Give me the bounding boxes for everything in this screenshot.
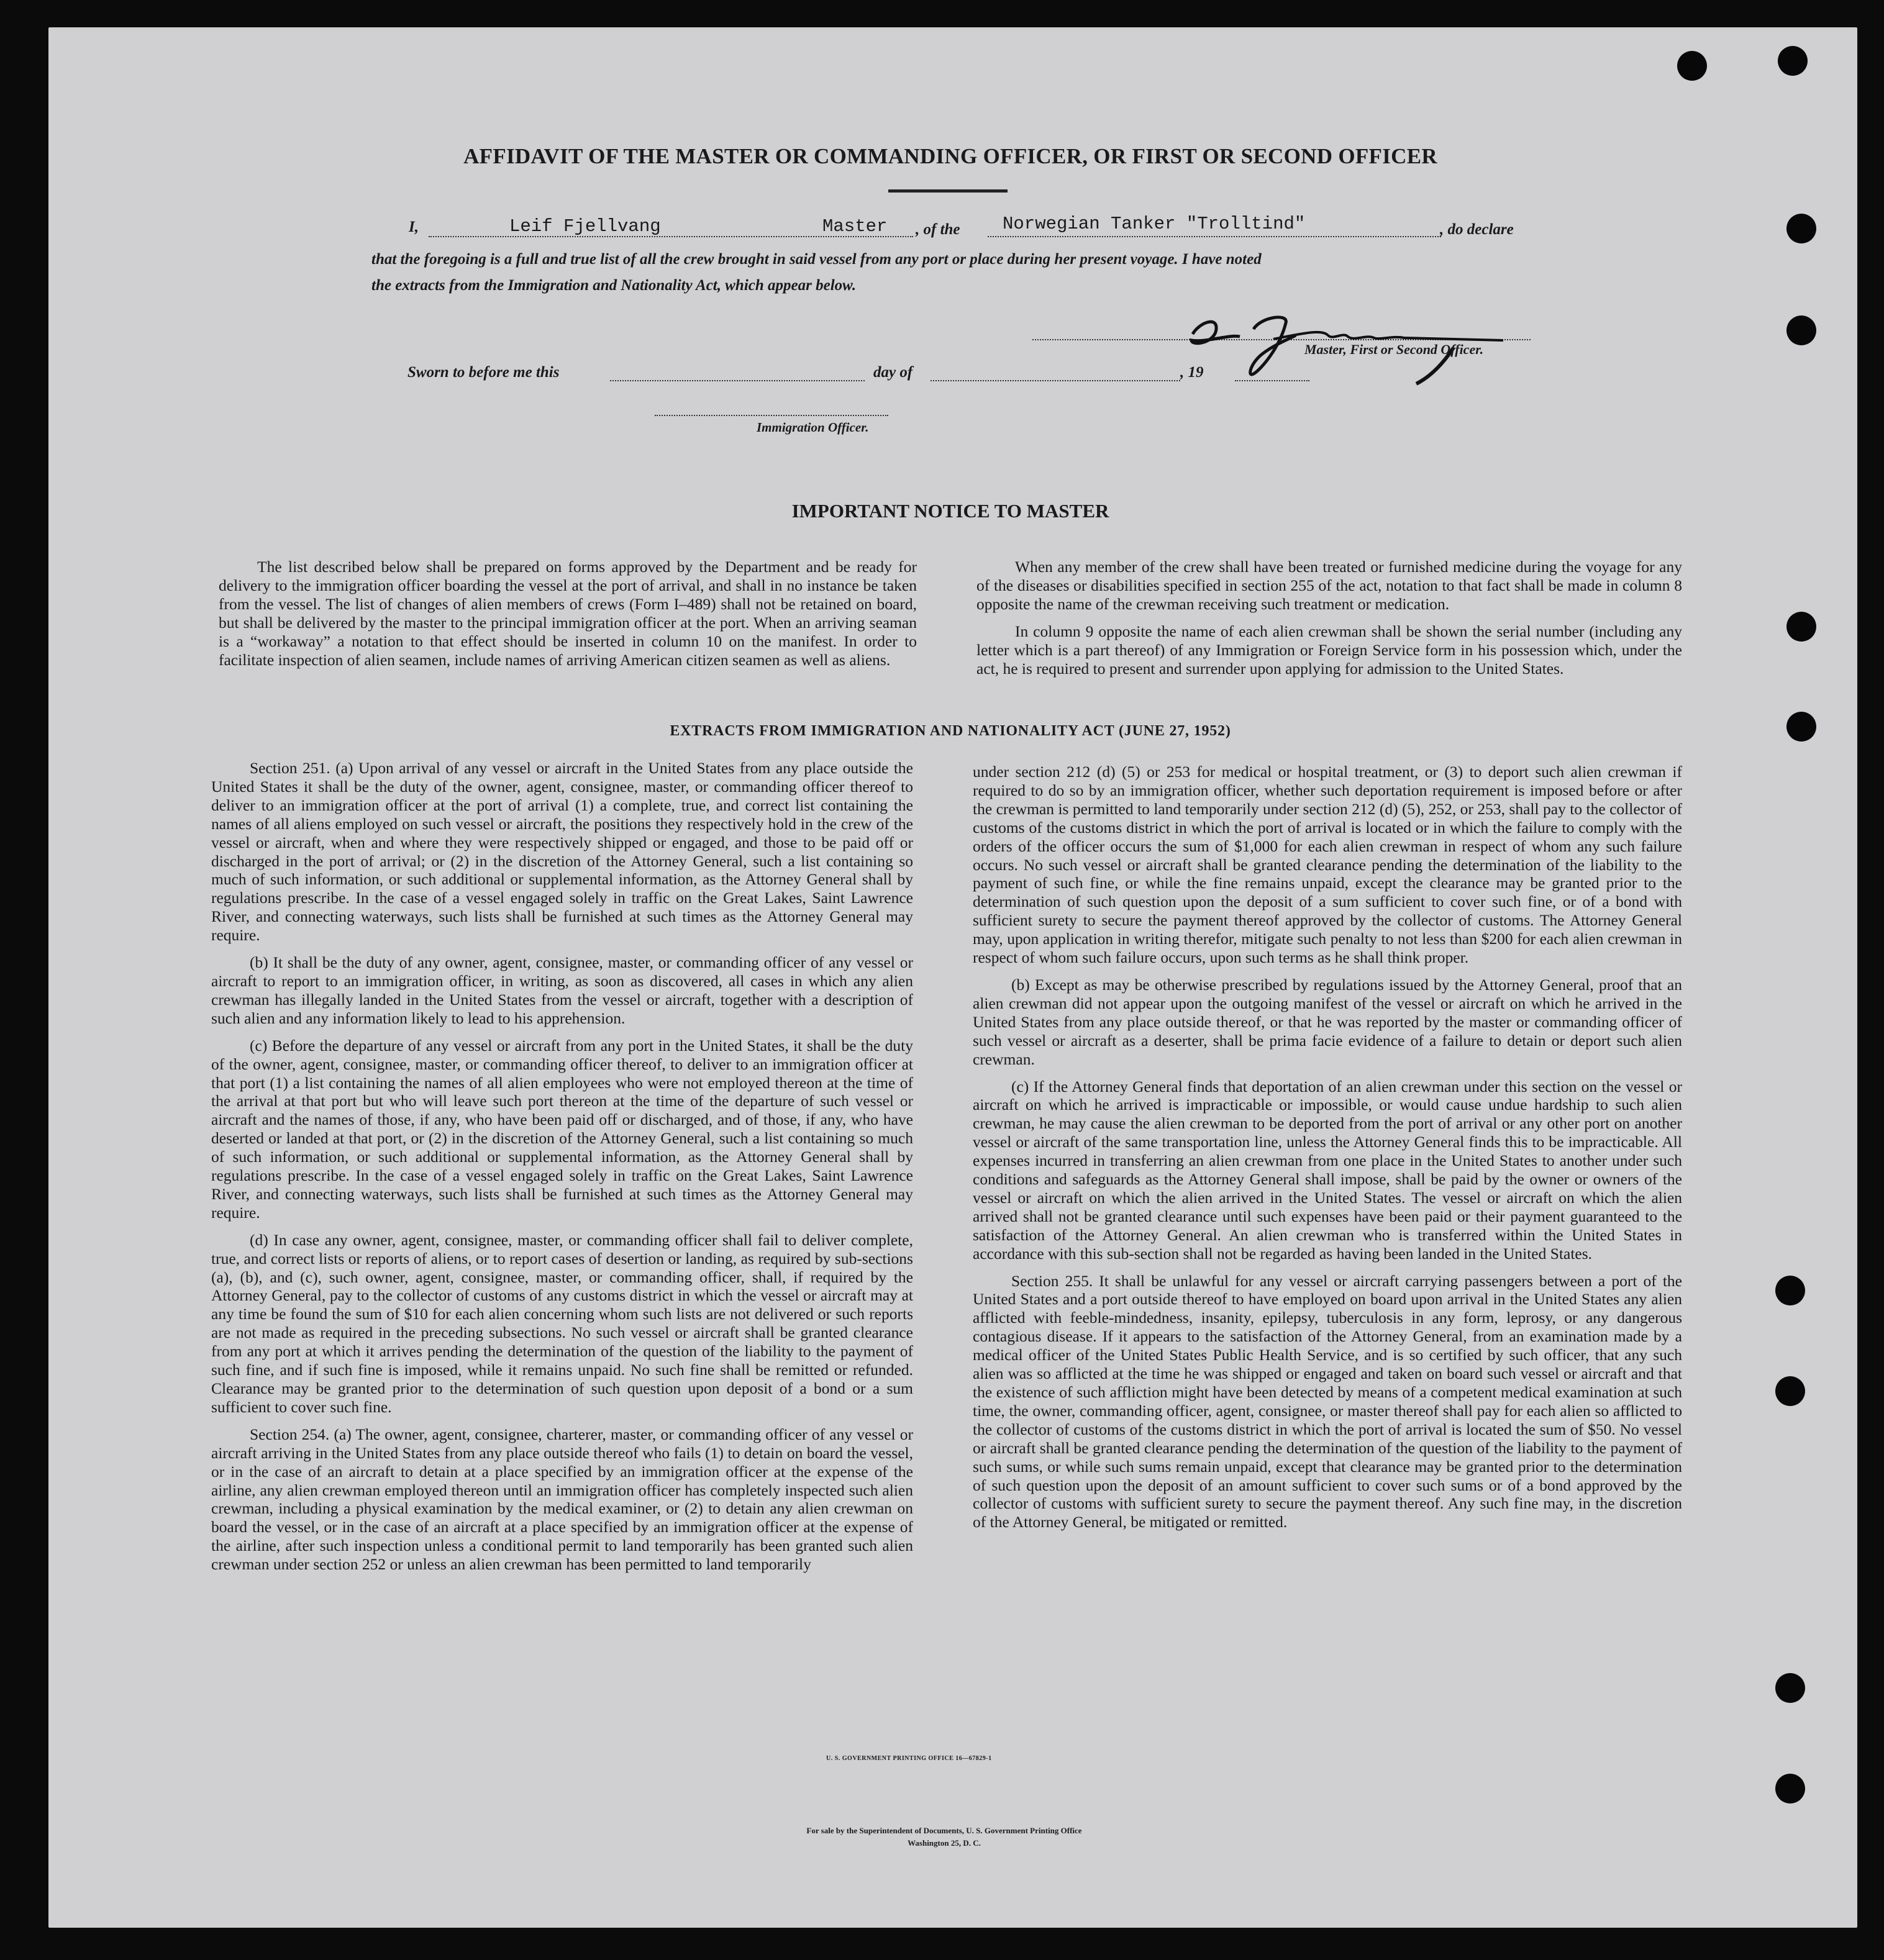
punch-hole-icon [1775,1774,1805,1803]
punch-hole-icon [1778,46,1808,76]
signature-caption: Master, First or Second Officer. [1304,342,1484,357]
section-paragraph: (b) It shall be the duty of any owner, agent, consignee, master, or commanding officer of any vessel or aircraft to report to an immigration officer, in writing, as soon as discovered, all cases in which any alien crewman has illegally landed in the United States from the vessel or aircraft, together with a description of such alien and any information likely to lead to his apprehension. [211,953,913,1027]
day-of-label: day of [873,364,913,381]
punch-hole-icon [1786,214,1816,243]
printing-office-line: U. S. GOVERNMENT PRINTING OFFICE 16—67829-1 [826,1755,992,1762]
declaration-line-1: that the foregoing is a full and true list of all the crew brought in said vessel from any port or place during her present voyage. I have noted [371,251,1262,268]
section-paragraph: (d) In case any owner, agent, consignee, master, or commanding officer shall fail to deliver complete, true, and correct lists or reports of aliens, or to report cases of desertion or landing, as required by sub-sections (a), (b), and (c), such owner, agent, consignee, master, or commanding officer, shall, if required by the Attorney General, pay to the collector of customs of any customs district in which the vessel or aircraft may at any time be found the sum of $10 for each alien concerning whom such lists are not delivered or such reports are not made as required in the preceding subsections. No such vessel or aircraft shall be granted clearance from any port at which it arrives pending the determination of the question of the liability to the payment of such fine, and if such fine is imposed, while it remains unpaid. No such fine shall be remitted or refunded. Clearance may be granted prior to the determination of such question upon deposit of a bond or a sum sufficient to cover such fine. [211,1230,913,1416]
section-paragraph: (c) If the Attorney General finds that deportation of an alien crewman under this section on the vessel or aircraft on which he arrived is impracticable or impossible, or would cause undue hardship to such alien crewman, he may cause the alien crewman to be deported from the port of arrival or any other port on another vessel or aircraft of the same transportation line, unless the Attorney General finds this to be impracticable. All expenses incurred in transferring an alien crewman from one place in the United States to another under such conditions and safeguards as the Attorney General shall impose, shall be paid by the owner or owners of the vessel or aircraft on which the alien arrived in the United States. The vessel or aircraft on which the alien arrived shall not be granted clearance until such expenses have been paid or their payment guaranteed to the satisfaction of the Attorney General. An alien crewman who is transferred within the United States in accordance with this sub-section shall not be regarded as having been landed in the United States. [973,1077,1682,1263]
notice-right-column [976,558,1682,686]
notice-title: IMPORTANT NOTICE TO MASTER [791,500,1109,522]
notice-paragraph: The list described below shall be prepared on forms approved by the Department and be ready for delivery to the immigration officer boarding the vessel at the port of arrival, and shall in no instance be taken from the vessel. The list of changes of alien members of crews (Form I–489) shall not be retained on board, but shall be delivered by the master to the principal immigration officer at the port. When an arriving seaman is a “workaway” a notation to that effect should be inserted in column 10 on the manifest. In order to facilitate inspection of alien seamen, include names of arriving American citizen seamen as well as aliens. [219,558,917,669]
year-label: , 19 [1180,364,1204,381]
section-paragraph: (c) Before the departure of any vessel or aircraft from any port in the United States, it shall be the duty of the owner, agent, consignee, master, or commanding officer thereof, to deliver to an immigration officer at that port (1) a list containing the names of all alien employees who were not employed thereon at the time of the arrival at that port but who will leave such port thereon at the time of the departure of such vessel or aircraft and the names of those, if any, who have been paid off or discharged, and of those, if any, who have deserted or landed at that port, or (2) in the discretion of the Attorney General, such a list containing so much of such information, or such additional or supplemental information, as the Attorney General shall by regulations prescribe. In the case of a vessel engaged solely in traffic on the Great Lakes, Saint Lawrence River, and connecting waterways, such lists shall be furnished at such times as the Attorney General may require. [211,1036,913,1222]
section-paragraph: Section 254. (a) The owner, agent, consignee, charterer, master, or commanding officer of any vessel or aircraft arriving in the United States from any place outside thereof who fails (1) to detain on board the vessel, or in the case of an aircraft to detain at a place specified by an immigration officer at the expense of the airline, any alien crewman employed thereon until an immigration officer has completely inspected such alien crewman, including a physical examination by the medical examiner, or (2) to detain any alien crewman on board the vessel, or in the case of an aircraft at a place specified by an immigration officer at the expense of the airline, after such inspection unless a conditional permit to land temporarily has been granted such alien crewman under section 252 or unless an alien crewman has been permitted to land temporarily [211,1425,913,1574]
punch-hole-icon [1775,1376,1805,1406]
sale-line-2: Washington 25, D. C. [908,1838,981,1848]
punch-hole-icon [1786,315,1816,345]
notice-left-column [219,558,917,678]
rank-field[interactable]: Master [822,216,888,237]
of-the-label: , of the [916,221,960,238]
declaration-line-2: the extracts from the Immigration and Nationality Act, which appear below. [371,277,857,294]
extracts-right-column [973,763,1682,1540]
sworn-label: Sworn to before me this [407,364,560,381]
sale-line-1: For sale by the Superintendent of Documents, U. S. Government Printing Office [806,1826,1082,1835]
section-paragraph: Section 255. It shall be unlawful for any vessel or aircraft carrying passengers between a port of the United States and a port outside thereof to have employed on board upon arrival in the United States any alien afflicted with feeble-mindedness, insanity, epilepsy, tuberculosis in any form, leprosy, or any dangerous contagious disease. If it appears to the satisfaction of the Attorney General, from an examination made by a medical officer of the United States Public Health Service, and is so certified by such officer, that any such alien was so afflicted at the time he was shipped or engaged and taken on board such vessel or aircraft and that the existence of such affliction might have been detected by means of a competent medical examination at such time, the owner, commanding officer, agent, consignee, or master thereof shall pay for each alien so afflicted to the collector of customs of the customs district in which the port of arrival is located the sum of $50. No vessel or aircraft shall be granted clearance pending the determination of the question of the liability to the payment of such sums, or while such sums remain unpaid, except that clearance may be granted prior to the determination of such question upon the deposit of an amount sufficient to cover such sums or of a bond approved by the collector of customs with sufficient surety to secure the payment thereof. Any such fine may, in the discretion of the Attorney General, be mitigated or remitted. [973,1271,1682,1531]
i-label: I, [409,219,419,235]
vessel-name-field[interactable]: Norwegian Tanker "Trolltind" [1003,214,1306,234]
extracts-left-column [211,759,913,1582]
punch-hole-icon [1775,1673,1805,1703]
master-name-field[interactable]: Leif Fjellvang [509,216,661,237]
section-paragraph: (b) Except as may be otherwise prescribed by regulations issued by the Attorney General, proof that an alien crewman did not appear upon the outgoing manifest of the vessel or aircraft on which he arrived in the United States from any place outside thereof, or that he was reported by the master or commanding officer of such vessel or aircraft as a deserter, shall be prima facie evidence of a failure to detain or deport such alien crewman. [973,975,1682,1068]
punch-hole-icon [1786,712,1816,742]
affidavit-title: AFFIDAVIT OF THE MASTER OR COMMANDING OFFICER, OR FIRST OR SECOND OFFICER [463,144,1437,168]
extracts-title: EXTRACTS FROM IMMIGRATION AND NATIONALITY ACT (JUNE 27, 1952) [670,723,1231,739]
punch-hole-icon [1775,1276,1805,1305]
immigration-officer-caption: Immigration Officer. [757,420,869,435]
notice-paragraph: When any member of the crew shall have been treated or furnished medicine during the voyage for any of the diseases or disabilities specified in section 255 of the act, notation to that fact shall be made in column 8 opposite the name of the crewman receiving such treatment or medication. [976,558,1682,613]
section-paragraph: Section 251. (a) Upon arrival of any vessel or aircraft in the United States from any place outside the United States it shall be the duty of the owner, agent, consignee, master, or commanding officer thereof to deliver to an immigration officer at the port of arrival (1) a complete, true, and correct list containing the names of all aliens employed on such vessel or aircraft, the positions they respectively hold in the crew of the vessel or aircraft, when and where they were respectively shipped or engaged, and those to be paid off or discharged in the port of arrival; or (2) in the discretion of the Attorney General, such a list containing so much of such information, or such additional or supplemental information, as the Attorney General shall by regulations prescribe. In the case of a vessel engaged solely in traffic on the Great Lakes, Saint Lawrence River, and connecting waterways, such lists shall be furnished at such times as the Attorney General may require. [211,759,913,945]
punch-hole-icon [1786,612,1816,642]
do-declare-label: , do declare [1440,221,1514,238]
punch-hole-icon [1677,51,1707,81]
section-paragraph: under section 212 (d) (5) or 253 for medical or hospital treatment, or (3) to deport such alien crewman if required to do so by an immigration officer, whether such deportation requirement is imposed before or after the crewman is permitted to land temporarily under section 212 (d) (5), 252, or 253, shall pay to the collector of customs of the customs district in which the port of arrival is located or in which the failure to comply with the orders of the officer occurs the sum of $1,000 for each alien crewman in respect of whom any such failure occurs. No such vessel or aircraft shall be granted clearance pending the determination of the liability to the payment of such fine, or while the fine remains unpaid, except the clearance may be granted prior to the determination of such question upon the deposit of a sum sufficient to cover such fine, or of a bond with sufficient surety to secure the payment thereof approved by the collector of customs. The Attorney General may, upon application in writing therefor, mitigate such penalty to not less than $200 for each alien crewman in respect of whom such failure occurs, upon such terms as he shall think proper. [973,763,1682,967]
notice-paragraph: In column 9 opposite the name of each alien crewman shall be shown the serial number (including any letter which is a part thereof) of any Immigration or Foreign Service form in his possession which, under the act, he is required to present and surrender upon applying for admission to the United States. [976,622,1682,678]
title-divider [888,189,1008,193]
